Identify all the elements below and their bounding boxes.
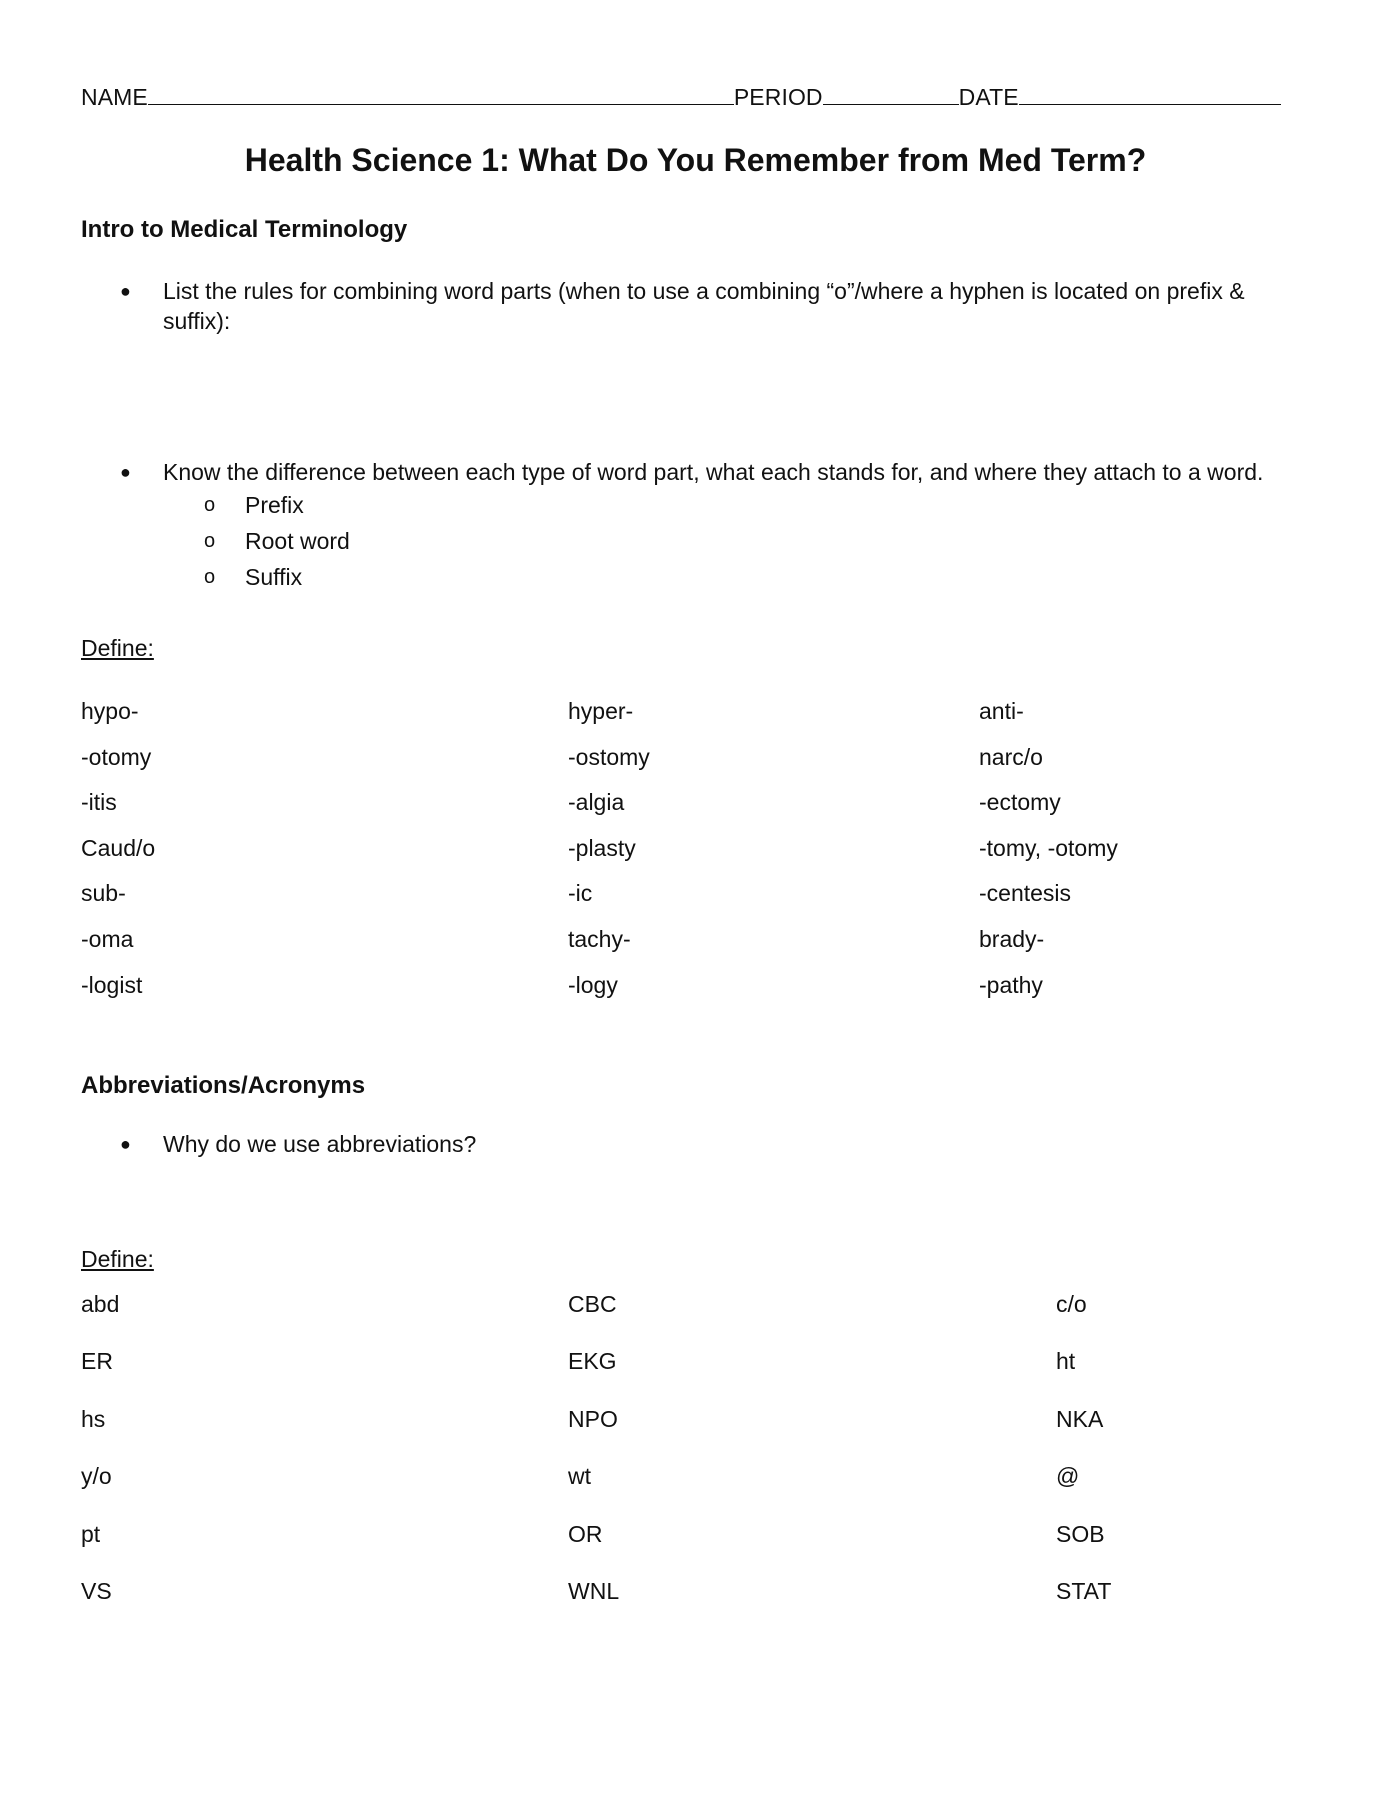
page-title: Health Science 1: What Do You Remember from Med Term? bbox=[244, 142, 1147, 178]
abbreviation-item: SOB bbox=[1056, 1520, 1105, 1547]
bullet-icon: ● bbox=[120, 281, 131, 301]
abbreviation-item: @ bbox=[1056, 1463, 1080, 1490]
define-label-terms: Define: bbox=[81, 635, 154, 661]
sub-bullet-suffix: o Suffix bbox=[204, 564, 303, 590]
term-item: -ostomy bbox=[568, 743, 650, 770]
sub-bullet-prefix: o Prefix bbox=[204, 492, 304, 518]
term-item: hypo- bbox=[81, 698, 139, 724]
circle-bullet-icon: o bbox=[204, 566, 216, 588]
term-item: -logy bbox=[568, 971, 618, 998]
term-item: -algia bbox=[568, 789, 625, 816]
term-item: -plasty bbox=[568, 834, 636, 861]
term-item: brady- bbox=[979, 926, 1045, 952]
term-item: -pathy bbox=[979, 971, 1043, 998]
define-label-abbreviations: Define: bbox=[81, 1246, 154, 1272]
term-item: -ectomy bbox=[979, 789, 1061, 816]
name-blank[interactable] bbox=[148, 84, 734, 105]
bullet-text: Why do we use abbreviations? bbox=[163, 1131, 477, 1157]
abbreviation-item: wt bbox=[568, 1463, 591, 1490]
abbreviation-item: hs bbox=[81, 1405, 106, 1432]
header-line bbox=[81, 84, 1281, 111]
abbreviation-item: STAT bbox=[1056, 1578, 1112, 1604]
term-item: -centesis bbox=[979, 880, 1072, 907]
abbreviation-item: ht bbox=[1056, 1348, 1076, 1375]
abbreviation-item: NPO bbox=[568, 1405, 618, 1432]
term-item: -logist bbox=[81, 971, 143, 998]
abbreviation-item: WNL bbox=[568, 1578, 620, 1604]
term-item: narc/o bbox=[979, 743, 1043, 770]
section-heading-abbreviations: Abbreviations/Acronyms bbox=[81, 1072, 366, 1099]
term-item: -ic bbox=[568, 880, 593, 907]
term-item: tachy- bbox=[568, 926, 631, 952]
bullet-why-abbreviations bbox=[120, 1129, 1283, 1159]
abbreviation-item: pt bbox=[81, 1520, 101, 1547]
sub-bullet-root-word: o Root word bbox=[204, 528, 350, 554]
circle-bullet-icon: o bbox=[204, 530, 216, 552]
date-label: DATE bbox=[958, 84, 1019, 110]
abbreviation-item: ER bbox=[81, 1348, 113, 1375]
bullet-word-parts bbox=[120, 457, 1283, 487]
term-item: anti- bbox=[979, 698, 1024, 724]
term-item: sub- bbox=[81, 880, 126, 907]
bullet-icon: ● bbox=[120, 1134, 131, 1154]
abbreviation-item: y/o bbox=[81, 1463, 112, 1490]
circle-bullet-icon: o bbox=[204, 494, 216, 516]
abbreviation-item: NKA bbox=[1056, 1405, 1104, 1432]
section-heading-intro: Intro to Medical Terminology bbox=[81, 216, 408, 243]
abbreviation-item: CBC bbox=[568, 1291, 617, 1317]
date-blank[interactable] bbox=[1019, 84, 1281, 105]
term-item: Caud/o bbox=[81, 834, 156, 861]
term-item: -itis bbox=[81, 789, 117, 816]
name-label: NAME bbox=[81, 84, 148, 110]
abbreviation-item: EKG bbox=[568, 1348, 617, 1375]
bullet-text: List the rules for combining word parts (when to use a combining “o”/where a hyphen is located on prefix & suffix): bbox=[163, 278, 1245, 334]
abbreviation-item: OR bbox=[568, 1520, 603, 1547]
period-blank[interactable] bbox=[823, 84, 959, 105]
period-label: PERIOD bbox=[733, 84, 823, 110]
term-item: -tomy, -otomy bbox=[979, 834, 1118, 861]
bullet-icon: ● bbox=[120, 462, 131, 482]
term-item: hyper- bbox=[568, 698, 634, 724]
term-item: -oma bbox=[81, 926, 134, 952]
abbreviation-item: VS bbox=[81, 1578, 112, 1604]
term-item: -otomy bbox=[81, 743, 152, 770]
abbreviation-item: abd bbox=[81, 1291, 120, 1317]
bullet-combining-rules bbox=[120, 276, 1283, 336]
abbreviation-item: c/o bbox=[1056, 1291, 1087, 1317]
bullet-text: Know the difference between each type of word part, what each stands for, and where they attach to a word. bbox=[163, 459, 1264, 485]
